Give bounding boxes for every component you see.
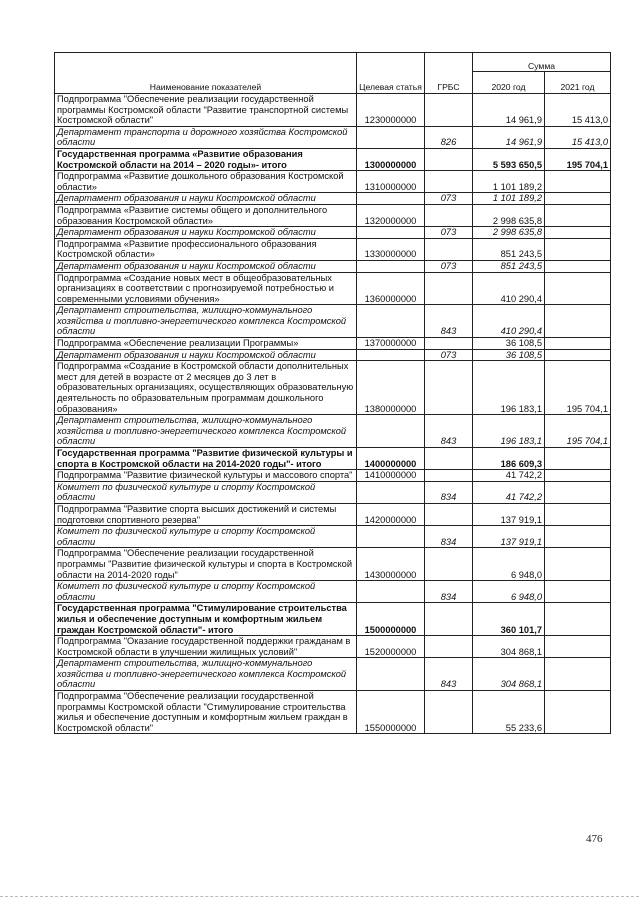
- row-sum-2021: [545, 470, 611, 482]
- row-target-code: 1330000000: [357, 238, 425, 260]
- table-row: [55, 526, 611, 548]
- row-target-code: [357, 126, 425, 148]
- row-name: Подпрограмма «Создание новых мест в общеобразовательных организациях в соответствии с прогнозируемой потребностью и современными условиями обучения»: [55, 272, 357, 305]
- row-sum-2021: [545, 636, 611, 658]
- row-grbs: [425, 636, 473, 658]
- row-sum-2020: 14 961,9: [473, 94, 545, 127]
- row-sum-2020: 41 742,2: [473, 481, 545, 503]
- row-grbs: [425, 94, 473, 127]
- row-target-code: [357, 305, 425, 338]
- table-header: [55, 53, 611, 94]
- row-sum-2021: [545, 548, 611, 581]
- row-grbs: [425, 171, 473, 193]
- table-row: [55, 227, 611, 239]
- row-target-code: 1400000000: [357, 448, 425, 470]
- row-grbs: [425, 238, 473, 260]
- row-name: Подпрограмма «Развитие профессионального образования Костромской области»: [55, 238, 357, 260]
- row-sum-2021: [545, 581, 611, 603]
- row-grbs: [425, 338, 473, 350]
- row-sum-2020: 196 183,1: [473, 415, 545, 448]
- table-row: [55, 448, 611, 470]
- row-name: Департамент образования и науки Костромской области: [55, 227, 357, 239]
- row-grbs: 834: [425, 526, 473, 548]
- row-grbs: 843: [425, 415, 473, 448]
- row-name: Департамент строительства, жилищно-коммунального хозяйства и топливно-энергетического комплекса Костромской области: [55, 658, 357, 691]
- table-row: [55, 691, 611, 734]
- row-target-code: 1230000000: [357, 94, 425, 127]
- row-grbs: 843: [425, 305, 473, 338]
- table-row: [55, 658, 611, 691]
- row-grbs: 834: [425, 581, 473, 603]
- row-target-code: 1520000000: [357, 636, 425, 658]
- row-grbs: [425, 204, 473, 226]
- row-name: Департамент образования и науки Костромской области: [55, 260, 357, 272]
- row-sum-2021: [545, 305, 611, 338]
- row-sum-2020: 137 919,1: [473, 526, 545, 548]
- row-sum-2021: [545, 260, 611, 272]
- row-name: Государственная программа "Развитие физической культуры и спорта в Костромской области на 2014-2020 годы"- итого: [55, 448, 357, 470]
- table-row: [55, 126, 611, 148]
- header-sum: Сумма: [473, 53, 611, 72]
- row-grbs: [425, 603, 473, 636]
- row-name: Комитет по физической культуре и спорту Костромской области: [55, 581, 357, 603]
- row-name: Подпрограмма «Развитие дошкольного образования Костромской области»: [55, 171, 357, 193]
- row-name: Подпрограмма «Обеспечение реализации Программы»: [55, 338, 357, 350]
- row-sum-2020: 186 609,3: [473, 448, 545, 470]
- row-grbs: [425, 503, 473, 525]
- table-row: [55, 361, 611, 415]
- row-sum-2021: [545, 349, 611, 361]
- row-name: Подпрограмма «Развитие системы общего и дополнительного образования Костромской области»: [55, 204, 357, 226]
- table-row: [55, 94, 611, 127]
- row-sum-2020: 360 101,7: [473, 603, 545, 636]
- row-target-code: 1430000000: [357, 548, 425, 581]
- row-sum-2020: 851 243,5: [473, 238, 545, 260]
- budget-table: [54, 52, 611, 734]
- row-sum-2021: [545, 171, 611, 193]
- row-grbs: 834: [425, 481, 473, 503]
- table-row: [55, 148, 611, 170]
- row-sum-2021: [545, 503, 611, 525]
- row-sum-2020: 137 919,1: [473, 503, 545, 525]
- row-sum-2021: [545, 603, 611, 636]
- row-target-code: 1550000000: [357, 691, 425, 734]
- row-sum-2021: 15 413,0: [545, 126, 611, 148]
- row-sum-2021: [545, 691, 611, 734]
- table-row: [55, 548, 611, 581]
- row-sum-2021: 195 704,1: [545, 148, 611, 170]
- row-sum-2021: 195 704,1: [545, 415, 611, 448]
- row-target-code: [357, 260, 425, 272]
- table-row: [55, 238, 611, 260]
- row-grbs: [425, 448, 473, 470]
- row-target-code: 1300000000: [357, 148, 425, 170]
- header-year-2020: 2020 год: [473, 72, 545, 94]
- row-target-code: 1360000000: [357, 272, 425, 305]
- row-sum-2020: 196 183,1: [473, 361, 545, 415]
- row-name: Подпрограмма "Обеспечение реализации государственной программы Костромской области "Развитие транспортной системы Костромской области": [55, 94, 357, 127]
- row-name: Подпрограмма "Обеспечение реализации государственной программы "Развитие физической культуры и спорта в Костромской области на 2014-2020 годы": [55, 548, 357, 581]
- header-code: Целевая статья: [357, 53, 425, 94]
- row-target-code: [357, 415, 425, 448]
- row-grbs: 073: [425, 193, 473, 205]
- row-sum-2020: 304 868,1: [473, 658, 545, 691]
- table-row: [55, 503, 611, 525]
- row-target-code: 1370000000: [357, 338, 425, 350]
- row-sum-2021: [545, 204, 611, 226]
- row-name: Государственная программа «Развитие образования Костромской области на 2014 – 2020 годы»- итого: [55, 148, 357, 170]
- row-name: Подпрограмма "Обеспечение реализации государственной программы Костромской области "Стимулирование строительства жилья и обеспечение доступным и комфортным жильем граждан в Костромской области": [55, 691, 357, 734]
- table-row: [55, 415, 611, 448]
- row-sum-2020: 304 868,1: [473, 636, 545, 658]
- row-sum-2021: [545, 481, 611, 503]
- row-name: Комитет по физической культуре и спорту Костромской области: [55, 481, 357, 503]
- row-name: Департамент транспорта и дорожного хозяйства Костромской области: [55, 126, 357, 148]
- row-name: Комитет по физической культуре и спорту Костромской области: [55, 526, 357, 548]
- table-row: [55, 470, 611, 482]
- row-sum-2021: [545, 193, 611, 205]
- row-sum-2020: 6 948,0: [473, 581, 545, 603]
- row-sum-2020: 6 948,0: [473, 548, 545, 581]
- row-name: Подпрограмма "Развитие физической культуры и массового спорта": [55, 470, 357, 482]
- table-row: [55, 349, 611, 361]
- row-sum-2021: [545, 658, 611, 691]
- page-number: 476: [586, 833, 603, 845]
- row-sum-2020: 14 961,9: [473, 126, 545, 148]
- row-sum-2020: 1 101 189,2: [473, 171, 545, 193]
- row-name: Подпрограмма "Развитие спорта высших достижений и системы подготовки спортивного резерва": [55, 503, 357, 525]
- row-sum-2020: 55 233,6: [473, 691, 545, 734]
- table-row: [55, 636, 611, 658]
- row-grbs: [425, 272, 473, 305]
- row-target-code: [357, 481, 425, 503]
- table-row: [55, 305, 611, 338]
- row-grbs: [425, 691, 473, 734]
- row-sum-2021: [545, 448, 611, 470]
- table-row: [55, 272, 611, 305]
- row-sum-2021: 195 704,1: [545, 361, 611, 415]
- row-sum-2021: [545, 272, 611, 305]
- row-sum-2020: 36 108,5: [473, 338, 545, 350]
- row-grbs: 073: [425, 260, 473, 272]
- header-grbs: ГРБС: [425, 53, 473, 94]
- row-target-code: [357, 658, 425, 691]
- table-row: [55, 481, 611, 503]
- row-sum-2020: 410 290,4: [473, 305, 545, 338]
- row-target-code: 1410000000: [357, 470, 425, 482]
- row-sum-2021: 15 413,0: [545, 94, 611, 127]
- table-row: [55, 581, 611, 603]
- bottom-divider: [0, 896, 639, 897]
- row-target-code: [357, 193, 425, 205]
- row-name: Государственная программа "Стимулирование строительства жилья и обеспечение доступным и комфортным жильем граждан Костромской области"- итого: [55, 603, 357, 636]
- row-sum-2020: 41 742,2: [473, 470, 545, 482]
- row-sum-2021: [545, 526, 611, 548]
- row-grbs: 073: [425, 349, 473, 361]
- row-name: Департамент строительства, жилищно-коммунального хозяйства и топливно-энергетического комплекса Костромской области: [55, 305, 357, 338]
- table-row: [55, 204, 611, 226]
- row-grbs: [425, 148, 473, 170]
- row-name: Подпрограмма "Оказание государственной поддержки гражданам в Костромской области в улучшении жилищных условий": [55, 636, 357, 658]
- row-target-code: 1380000000: [357, 361, 425, 415]
- row-target-code: [357, 526, 425, 548]
- row-grbs: 826: [425, 126, 473, 148]
- row-sum-2020: 410 290,4: [473, 272, 545, 305]
- header-name: Наименование показателей: [55, 53, 357, 94]
- table-row: [55, 193, 611, 205]
- row-sum-2020: 1 101 189,2: [473, 193, 545, 205]
- row-sum-2020: 2 998 635,8: [473, 227, 545, 239]
- row-sum-2020: 36 108,5: [473, 349, 545, 361]
- header-year-2021: 2021 год: [545, 72, 611, 94]
- row-sum-2020: 5 593 650,5: [473, 148, 545, 170]
- row-target-code: [357, 227, 425, 239]
- row-grbs: [425, 470, 473, 482]
- row-sum-2021: [545, 227, 611, 239]
- row-name: Департамент образования и науки Костромской области: [55, 349, 357, 361]
- row-target-code: [357, 349, 425, 361]
- row-sum-2020: 2 998 635,8: [473, 204, 545, 226]
- row-name: Департамент строительства, жилищно-коммунального хозяйства и топливно-энергетического комплекса Костромской области: [55, 415, 357, 448]
- row-grbs: 843: [425, 658, 473, 691]
- row-sum-2020: 851 243,5: [473, 260, 545, 272]
- row-target-code: 1500000000: [357, 603, 425, 636]
- row-grbs: [425, 548, 473, 581]
- row-target-code: 1420000000: [357, 503, 425, 525]
- row-sum-2021: [545, 238, 611, 260]
- row-grbs: [425, 361, 473, 415]
- row-name: Подпрограмма «Создание в Костромской области дополнительных мест для детей в возрасте от 2 месяцев до 3 лет в образовательных организациях, осуществляющих образовательную деятельность по образовательным программам дошкольного образования»: [55, 361, 357, 415]
- table-row: [55, 171, 611, 193]
- table-row: [55, 260, 611, 272]
- row-name: Департамент образования и науки Костромской области: [55, 193, 357, 205]
- row-target-code: [357, 581, 425, 603]
- table-body: [55, 94, 611, 734]
- table-row: [55, 338, 611, 350]
- row-sum-2021: [545, 338, 611, 350]
- row-target-code: 1310000000: [357, 171, 425, 193]
- row-target-code: 1320000000: [357, 204, 425, 226]
- table-row: [55, 603, 611, 636]
- row-grbs: 073: [425, 227, 473, 239]
